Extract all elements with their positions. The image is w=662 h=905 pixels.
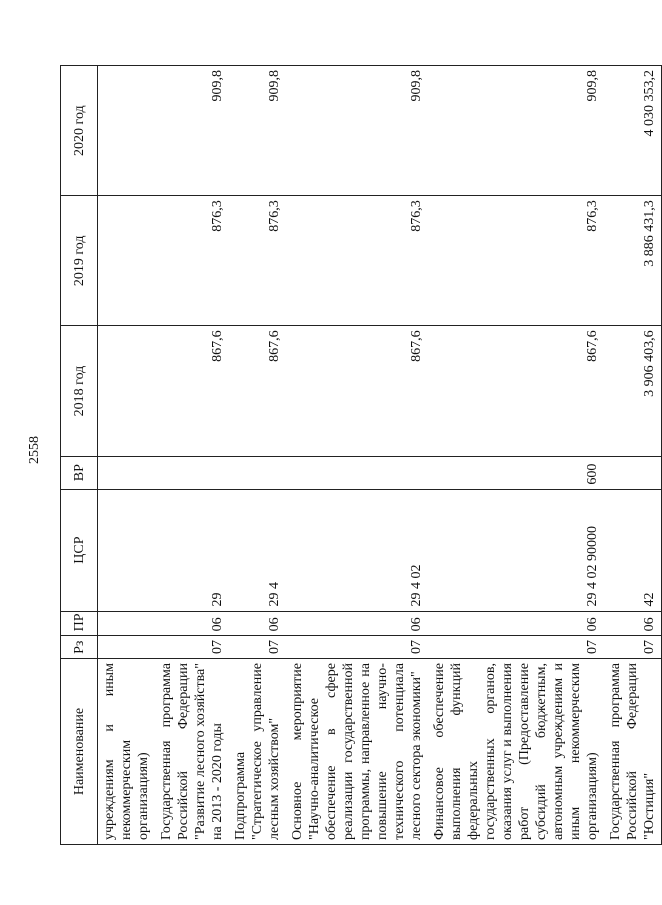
- header-csr: ЦСР: [61, 489, 98, 611]
- row-csr: 29: [155, 489, 229, 611]
- row-pr: 06: [286, 611, 428, 636]
- row-2019: 3 886 431,3: [604, 196, 662, 326]
- row-2018: 867,6: [229, 326, 286, 456]
- table-row: [428, 66, 604, 845]
- row-name: Основное мероприятие "Научно-аналитическое обеспечение в сфере реализации государственной программы, направленное на повышение научно-технического потенциала лесного сектора экономики": [286, 659, 428, 845]
- row-pr: 06: [604, 611, 662, 636]
- row-vr: [286, 456, 428, 489]
- row-2019: 876,3: [428, 196, 604, 326]
- row-2019: 876,3: [155, 196, 229, 326]
- row-2020: 909,8: [286, 66, 428, 196]
- row-name: учреждениям и иным некоммерческим организациям): [98, 659, 156, 845]
- row-pr: 06: [155, 611, 229, 636]
- row-2018: 867,6: [428, 326, 604, 456]
- row-2020: 4 030 353,2: [604, 66, 662, 196]
- row-rz: 07: [604, 636, 662, 659]
- row-rz: 07: [155, 636, 229, 659]
- row-rz: 07: [229, 636, 286, 659]
- row-vr: [229, 456, 286, 489]
- row-2020: 909,8: [155, 66, 229, 196]
- row-2019: 876,3: [229, 196, 286, 326]
- row-vr: [98, 456, 156, 489]
- header-2020: 2020 год: [61, 66, 98, 196]
- row-pr: [98, 611, 156, 636]
- row-name: Финансовое обеспечение выполнения функций федеральных государственных органов, оказания услуг и выполнения работ (Предоставление субсидий бюджетным, автономным учреждениям и иным некоммерческим организациям): [428, 659, 604, 845]
- header-name: Наименование: [61, 659, 98, 845]
- header-2018: 2018 год: [61, 326, 98, 456]
- row-2019: [98, 196, 156, 326]
- row-vr: [155, 456, 229, 489]
- row-name: Государственная программа Российской Федерации "Юстиция": [604, 659, 662, 845]
- row-csr: [98, 489, 156, 611]
- row-2018: 867,6: [155, 326, 229, 456]
- row-csr: 29 4 02 90000: [428, 489, 604, 611]
- header-vr: ВР: [61, 456, 98, 489]
- row-2020: [98, 66, 156, 196]
- row-name: Подпрограмма "Стратегическое управление лесным хозяйством": [229, 659, 286, 845]
- row-rz: [98, 636, 156, 659]
- row-rz: 07: [286, 636, 428, 659]
- header-pr: ПР: [61, 611, 98, 636]
- header-rz: Рз: [61, 636, 98, 659]
- table-row: [604, 66, 662, 845]
- row-pr: 06: [428, 611, 604, 636]
- table-row: [229, 66, 286, 845]
- row-pr: 06: [229, 611, 286, 636]
- table-row: [155, 66, 229, 845]
- row-csr: 29 4 02: [286, 489, 428, 611]
- row-2019: 876,3: [286, 196, 428, 326]
- row-2018: 867,6: [286, 326, 428, 456]
- table-header-row: [61, 66, 98, 845]
- row-2020: 909,8: [229, 66, 286, 196]
- row-2018: [98, 326, 156, 456]
- row-rz: 07: [428, 636, 604, 659]
- row-vr: 600: [428, 456, 604, 489]
- table-row: [98, 66, 156, 845]
- header-2019: 2019 год: [61, 196, 98, 326]
- row-2020: 909,8: [428, 66, 604, 196]
- row-name: Государственная программа Российской Федерации "Развитие лесного хозяйства" на 2013 - 2020 годы: [155, 659, 229, 845]
- row-csr: 42: [604, 489, 662, 611]
- budget-table: [60, 65, 662, 845]
- row-2018: 3 906 403,6: [604, 326, 662, 456]
- table-row: [286, 66, 428, 845]
- budget-table-container: [60, 65, 657, 845]
- row-vr: [604, 456, 662, 489]
- page-number: 2558: [27, 436, 42, 464]
- row-csr: 29 4: [229, 489, 286, 611]
